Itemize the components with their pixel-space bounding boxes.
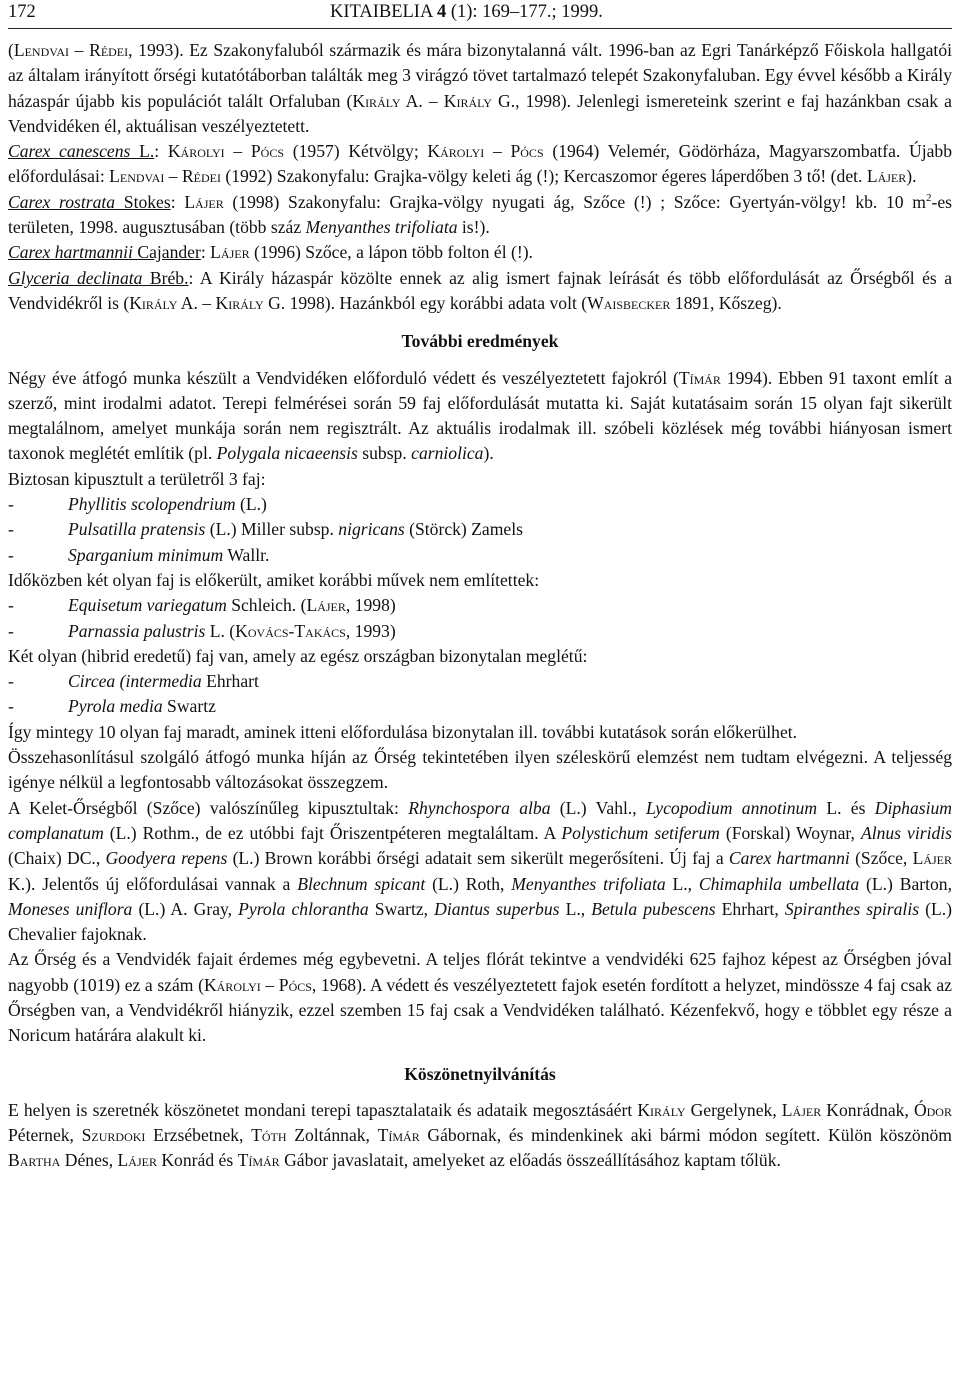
species-name: Betula pubescens bbox=[591, 898, 716, 919]
text-run: (Chaix) DC., bbox=[8, 848, 106, 869]
species-name: Parnassia palustris bbox=[68, 620, 206, 641]
species-name: Menyanthes trifoliata bbox=[511, 873, 666, 894]
species-author: Ehrhart bbox=[201, 671, 259, 692]
text-run: Dénes, bbox=[60, 1150, 118, 1171]
species-name: Blechnum spicant bbox=[297, 873, 426, 894]
journal-name: KITAIBELIA bbox=[330, 2, 433, 22]
author-name: Király bbox=[129, 292, 178, 313]
author-name: Tóth bbox=[251, 1125, 287, 1146]
author-name: Lájer bbox=[306, 595, 346, 616]
text-run: (L.) Roth, bbox=[425, 873, 512, 894]
text-run: L. és bbox=[817, 797, 875, 818]
species-entry-carex-canescens bbox=[8, 139, 952, 190]
text-run: : A Király házaspár közölte ennek az alig ismert fajnak leírását és több előfordulását az Őrségből és a Vendvidékről is ( bbox=[8, 267, 953, 313]
journal-issue: (1): 169–177.; 1999. bbox=[446, 2, 603, 22]
list-item bbox=[8, 492, 952, 517]
text-run: Ehrhart, bbox=[715, 898, 785, 919]
author-name: Király bbox=[443, 90, 492, 111]
text-run: is!). bbox=[457, 217, 490, 238]
text-run: A Kelet-Őrségből (Szőce) valószínűleg kipusztultak: bbox=[8, 797, 409, 818]
journal-volume: 4 bbox=[436, 2, 447, 22]
species-name: Spiranthes spiralis bbox=[784, 898, 920, 919]
species-name: Rhynchospora alba bbox=[408, 797, 551, 818]
author-name: Lájer bbox=[184, 191, 224, 212]
text-run: (1957) Kétvölgy; bbox=[284, 141, 428, 162]
species-name: Polystichum setiferum bbox=[561, 822, 720, 843]
text-run: Péternek, bbox=[8, 1125, 82, 1146]
species-author: (L.) bbox=[235, 494, 267, 515]
text-run: (1964) Velemér, Gödörháza, Magyarszombatfa. Újabb előfordulásai: bbox=[8, 141, 953, 187]
author-name: Rédei bbox=[89, 40, 129, 60]
text-run: : bbox=[154, 141, 168, 162]
text-run: – bbox=[260, 974, 279, 995]
text-run: (1996) Szőce, a lápon több folton él (!). bbox=[249, 242, 533, 263]
species-author: Stokes bbox=[115, 191, 171, 212]
text-run: (Forskal) Woynar, bbox=[719, 822, 861, 843]
author-name: Tímár bbox=[377, 1125, 420, 1146]
author-name: Pócs bbox=[250, 141, 285, 162]
text-run: , 1968). A védett és veszélyeztetett fajok esetén fordított a helyzet, mindössze 4 faj csak az Őrségben van, a Vendvidékről hiányzik, ezzel szemben 15 faj csak a Vendvidéken található. Kézenfekvő, hogy e többlet egy része a Noricum határára alakult ki. bbox=[8, 974, 952, 1046]
author-name: Rédei bbox=[181, 166, 221, 187]
species-heading bbox=[8, 268, 189, 288]
author-name: Lájer bbox=[912, 848, 952, 869]
list-item-text bbox=[68, 619, 396, 644]
list-dash: - bbox=[8, 620, 14, 641]
species-name: Circea (intermedia bbox=[68, 671, 202, 692]
author-name: Bartha bbox=[8, 1150, 61, 1171]
author-name: Lájer bbox=[866, 166, 907, 187]
species-name: Lycopodium annotinum bbox=[646, 797, 818, 818]
text-run: Az Őrség és a Vendvidék fajait érdemes még egybevetni. A teljes flórát tekintve a vendvidéki 625 fajhoz képest az Őrségben jóval nagyobb (1019) ez a szám ( bbox=[8, 949, 952, 995]
paragraph-east-orseg bbox=[8, 796, 952, 948]
species-author: L. bbox=[130, 141, 155, 162]
author-name: Lájer bbox=[210, 242, 250, 263]
species-author: Wallr. bbox=[223, 544, 270, 565]
list-item-text bbox=[68, 543, 269, 568]
page bbox=[8, 0, 952, 1174]
journal-citation bbox=[330, 0, 603, 24]
species-author: L. ( bbox=[205, 620, 236, 641]
author-name: Károlyi bbox=[427, 141, 485, 162]
text-run: L., bbox=[665, 873, 699, 894]
species-author: Swartz bbox=[162, 696, 216, 717]
text-run: Gergelynek, bbox=[685, 1099, 782, 1120]
text-run: : bbox=[170, 191, 185, 212]
author-name: Király bbox=[637, 1099, 686, 1120]
text-run: ). bbox=[483, 443, 494, 464]
paragraph-results-intro bbox=[8, 366, 952, 467]
text-run: (L.) Barton, bbox=[859, 873, 952, 894]
list-item bbox=[8, 543, 952, 568]
species-name: Alnus viridis bbox=[860, 822, 952, 843]
text-run: (1998) Szakonyfalu: Grajka-völgy nyugati ág, Szőce (!) ; Szőce: Gyertyán-völgy! kb. 10 m bbox=[223, 191, 926, 212]
article-body bbox=[8, 29, 952, 1174]
text-run: (L.) Brown korábbi őrségi adatait sem sikerült megerősíteni. Új faj a bbox=[227, 848, 729, 869]
author-name: Lájer bbox=[117, 1150, 157, 1171]
text-run: Konrádnak, bbox=[821, 1099, 914, 1120]
author-name: Károlyi bbox=[203, 974, 261, 995]
species-name: Goodyera repens bbox=[105, 848, 228, 869]
list-item bbox=[8, 694, 952, 719]
list-item-text bbox=[68, 669, 259, 694]
text-run: (L.) A. Gray, bbox=[132, 898, 239, 919]
species-name: Moneses uniflora bbox=[8, 898, 133, 919]
species-name: Carex hartmanni bbox=[728, 848, 850, 869]
author-name: Tímár bbox=[678, 367, 721, 388]
text-run: -es területen, 1998. augusztusában (több száz bbox=[8, 191, 952, 238]
paragraph-uncertain: Így mintegy 10 olyan faj maradt, aminek itteni előfordulása bizonytalan ill. további kutatások során előkerülhet. bbox=[8, 721, 798, 742]
text-run: (Szőce, bbox=[849, 848, 913, 869]
author-name: Pócs bbox=[510, 141, 544, 162]
list-dash: - bbox=[8, 696, 14, 717]
author-name: Lájer bbox=[781, 1099, 822, 1120]
list-dash: - bbox=[8, 595, 14, 616]
species-name: Phyllitis scolopendrium bbox=[68, 494, 236, 515]
text-run: Gábornak, és mindenkinek aki bármi módon segített. Külön köszönöm bbox=[419, 1125, 952, 1146]
text-run: (L.) Vahl., bbox=[550, 797, 647, 818]
text-run: Erzsébetnek, bbox=[145, 1125, 252, 1146]
species-author: Cajander bbox=[132, 242, 201, 263]
text-run: : bbox=[200, 242, 211, 263]
list-dash: - bbox=[8, 519, 14, 540]
list-item-text bbox=[68, 593, 396, 618]
subspecies-name: nigricans bbox=[338, 519, 405, 540]
author-name: Ódor bbox=[913, 1099, 952, 1120]
list-intro-extinct: Biztosan kipusztult a területről 3 faj: bbox=[8, 468, 266, 489]
author-name: Király bbox=[215, 292, 264, 313]
list-intro-hybrid: Két olyan (hibrid eredetű) faj van, amely az egész országban bizonytalan meglétű: bbox=[8, 645, 588, 666]
section-heading-acknowledgements: Köszönetnyilvánítás bbox=[404, 1063, 556, 1084]
species-name: Sparganium minimum bbox=[68, 544, 224, 565]
text-run: A. – bbox=[400, 90, 444, 111]
superscript: 2 bbox=[925, 191, 932, 204]
species-name: Menyanthes trifoliata bbox=[305, 217, 458, 238]
author-name: Szurdoki bbox=[81, 1125, 146, 1146]
text-run: Négy éve átfogó munka készült a Vendvidéken előforduló védett és veszélyeztetett fajokról ( bbox=[8, 367, 679, 388]
species-name: Diphasium complanatum bbox=[8, 797, 952, 843]
list-dash: - bbox=[8, 671, 14, 692]
text-run: Zoltánnak, bbox=[286, 1125, 378, 1146]
text-run: , 1993) bbox=[345, 620, 396, 641]
text-run: L., bbox=[559, 898, 592, 919]
text-run: Swartz, bbox=[368, 898, 435, 919]
list-item bbox=[8, 517, 952, 542]
list-item bbox=[8, 593, 952, 618]
species-name: Carex hartmannii bbox=[8, 242, 133, 263]
author-name: Károlyi bbox=[167, 141, 225, 162]
text-run: – bbox=[164, 166, 182, 187]
author-name: Lendvai bbox=[109, 166, 165, 187]
species-name: Polygala nicaeensis bbox=[216, 443, 358, 464]
list-dash: - bbox=[8, 494, 14, 515]
species-author: Schleich. ( bbox=[226, 595, 307, 616]
list-dash: - bbox=[8, 544, 14, 565]
text-run: E helyen is szeretnék köszönetet mondani terepi tapasztalataik és adataik megosztásáért bbox=[8, 1099, 638, 1120]
text-run: Gábor javaslatait, amelyeket az előadás összeállításához kaptam tőlük. bbox=[279, 1150, 781, 1171]
species-name: Carex rostrata bbox=[8, 191, 116, 212]
paragraph-acknowledgements bbox=[8, 1098, 952, 1174]
list-item-text bbox=[68, 517, 523, 542]
species-entry-carex-hartmannii bbox=[8, 240, 952, 265]
paragraph-lendvai bbox=[8, 38, 952, 139]
list-item-text bbox=[68, 492, 267, 517]
text-run: – bbox=[69, 40, 90, 60]
running-header bbox=[8, 0, 952, 29]
species-entry-carex-rostrata bbox=[8, 190, 952, 241]
text-run: G. 1998). Hazánkból egy korábbi adata volt ( bbox=[263, 292, 588, 313]
text-run: A. – bbox=[177, 292, 216, 313]
text-run: Konrád és bbox=[156, 1150, 238, 1171]
species-name: Pulsatilla pratensis bbox=[68, 519, 206, 540]
section-heading-further-results: További eredmények bbox=[401, 331, 559, 352]
species-name: carniolica bbox=[411, 443, 484, 464]
list-intro-new: Időközben két olyan faj is előkerült, amiket korábbi művek nem említettek: bbox=[8, 569, 540, 590]
species-author: Bréb. bbox=[142, 267, 189, 288]
text-run: , 1993). Ez Szakonyfaluból származik és mára bizonytalanná vált. 1996-ban az Egri Tanárképző Főiskola hallgatói az általam irányított őrségi kutatótáborban találták meg 3 virágzó tövet tartalmazó telepét Szakonyfaluban. Egy évvel később a Király házaspár újabb kis populációt talált Orfaluban ( bbox=[8, 40, 952, 111]
list-item-text bbox=[68, 694, 216, 719]
text-run: – bbox=[484, 141, 511, 162]
text-run: 1891, Kőszeg). bbox=[670, 292, 782, 313]
list-item bbox=[8, 619, 952, 644]
text-run: 1994). Ebben 91 taxont említ a szerző, mint irodalmi adatot. Terepi felmérései során 59 faj előfordulását mutatta ki. Saját kutatásaim során 15 olyan fajt sikerült megtalálnom, amelyet munkája során nem regisztrált. Az aktuális irodalmak ill. szóbeli közlések még további hiányosan ismert taxonok meglétét említik (pl. bbox=[8, 367, 953, 464]
text-run: K.). Jelentős új előfordulásai vannak a bbox=[8, 873, 298, 894]
page-number: 172 bbox=[8, 2, 36, 22]
species-entry-glyceria-declinata bbox=[8, 266, 952, 317]
text-run: , 1998) bbox=[345, 595, 396, 616]
species-author: (L.) Miller subsp. bbox=[205, 519, 339, 540]
species-author: (Störck) Zamels bbox=[404, 519, 523, 540]
species-name: Glyceria declinata bbox=[8, 267, 143, 288]
species-name: Pyrola media bbox=[68, 696, 163, 717]
species-heading bbox=[8, 141, 154, 161]
species-heading bbox=[8, 242, 201, 262]
author-name: Tímár bbox=[237, 1150, 280, 1171]
text-run: subsp. bbox=[357, 443, 412, 464]
text-run: (L.) Rothm., de ez utóbbi fajt Őriszentpéteren megtaláltam. A bbox=[103, 822, 562, 843]
text-run: G., 1998). Jelenlegi ismereteink szerint e faj hazánkban csak a Vendvidéken él, aktuálisan veszélyeztetett. bbox=[8, 90, 952, 136]
text-run: (L.) Chevalier fajoknak. bbox=[8, 898, 953, 945]
author-name: Pócs bbox=[278, 974, 312, 995]
species-name: Diantus superbus bbox=[434, 898, 560, 919]
paragraph-flora-comparison bbox=[8, 947, 952, 1048]
species-heading bbox=[8, 192, 171, 212]
text-run: (1992) Szakonyfalu: Grajka-völgy keleti ág (!); Kercaszomor égeres láperdőben 3 tő! (det. bbox=[221, 166, 867, 187]
text-run: ( bbox=[8, 40, 14, 60]
species-name: Chimaphila umbellata bbox=[698, 873, 860, 894]
text-run: – bbox=[224, 141, 251, 162]
text-run: ). bbox=[906, 166, 917, 187]
species-name: Equisetum variegatum bbox=[68, 595, 227, 616]
author-name: Kovács-Takács bbox=[235, 620, 346, 641]
author-name: Király bbox=[352, 90, 401, 111]
author-name: Lendvai bbox=[13, 40, 70, 60]
species-name: Carex canescens bbox=[8, 141, 131, 162]
list-item bbox=[8, 669, 952, 694]
author-name: Waisbecker bbox=[587, 292, 671, 313]
paragraph-comparison: Összehasonlításul szolgáló átfogó munka híján az Őrség tekintetében ilyen széleskörű elemzést nem tudtam elvégezni. A teljesség igénye nélkül a legfontosabb változásokat összegzem. bbox=[8, 747, 952, 793]
species-name: Pyrola chlorantha bbox=[238, 898, 369, 919]
